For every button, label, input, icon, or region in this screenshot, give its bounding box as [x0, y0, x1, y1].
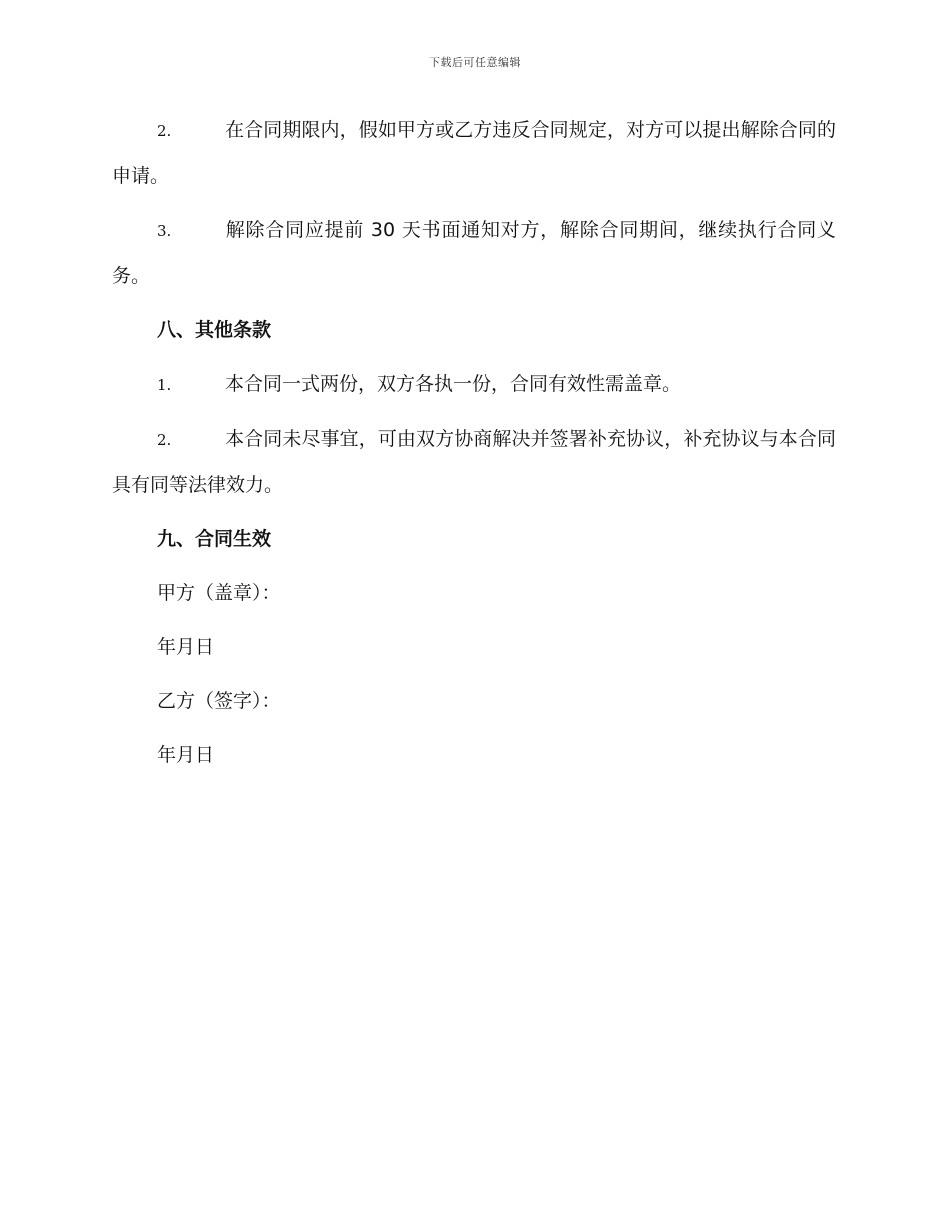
clause-7-2 [112, 108, 836, 199]
clause-number: 1. [157, 376, 172, 394]
clause-8-2 [112, 417, 836, 508]
clause-text: 本合同未尽事宜，可由双方协商解决并签署补充协议，补充协议与本合同具有同等法律效力。 [112, 428, 836, 496]
party-b-signature: 乙方（签字）： [157, 690, 281, 712]
party-b-date: 年月日 [157, 744, 215, 766]
clause-text: 在合同期限内，假如甲方或乙方违反合同规定，对方可以提出解除合同的申请。 [112, 119, 836, 187]
party-a-seal: 甲方（盖章）： [157, 582, 281, 604]
clause-number: 3. [157, 222, 172, 240]
clause-text: 本合同一式两份，双方各执一份，合同有效性需盖章。 [225, 373, 682, 395]
document-body [112, 108, 836, 787]
clause-text: 解除合同应提前 30 天书面通知对方，解除合同期间，继续执行合同义务。 [112, 219, 836, 287]
clause-7-3 [112, 208, 836, 299]
clause-8-1 [112, 362, 836, 408]
clause-number: 2. [157, 122, 172, 140]
header-note: 下载后可任意编辑 [429, 56, 521, 69]
section-9-title: 九、合同生效 [157, 528, 272, 550]
section-8-title: 八、其他条款 [157, 319, 272, 341]
party-a-date: 年月日 [157, 636, 215, 658]
clause-number: 2. [157, 431, 172, 449]
